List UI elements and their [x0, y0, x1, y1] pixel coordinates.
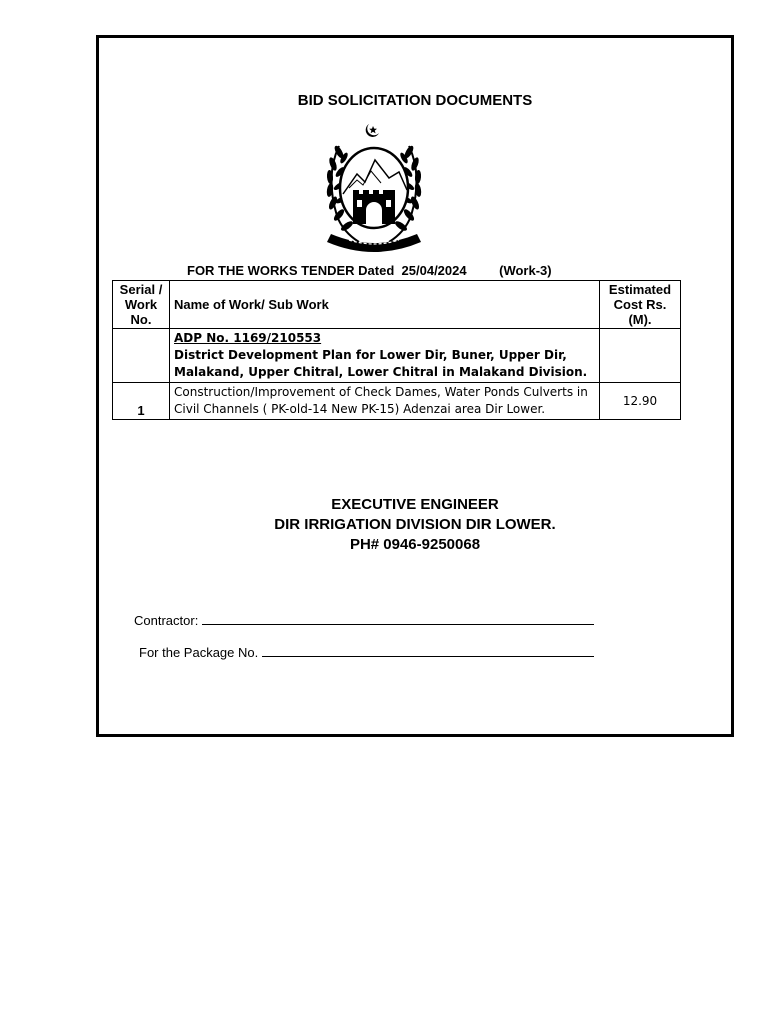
adp-cell: [170, 329, 600, 383]
package-label: For the Package No.: [139, 645, 259, 660]
engineer-phone: PH# 0946-9250068: [349, 536, 481, 553]
document-frame: [96, 35, 734, 737]
work-number: (Work-3): [499, 263, 552, 278]
tender-prefix: FOR THE WORKS TENDER Dated: [187, 263, 395, 278]
row-cost: 12.90: [600, 383, 681, 420]
government-emblem-icon: [309, 116, 439, 254]
row-serial: 1: [113, 383, 170, 420]
document-title: BID SOLICITATION DOCUMENTS: [297, 92, 533, 109]
header-name: Name of Work/ Sub Work: [170, 281, 600, 329]
works-table: [112, 280, 681, 420]
adp-row: [113, 329, 681, 383]
engineer-division: DIR IRRIGATION DIVISION DIR LOWER.: [274, 516, 556, 533]
tender-date: 25/04/2024: [401, 263, 467, 278]
table-row: [113, 383, 681, 420]
adp-description: District Development Plan for Lower Dir, Buner, Upper Dir, Malakand, Upper Chitral, Lower Chitral in Malakand Division.: [174, 348, 588, 379]
header-cost: Estimated Cost Rs. (M).: [600, 281, 681, 329]
table-header-row: [113, 281, 681, 329]
engineer-title: EXECUTIVE ENGINEER: [331, 496, 499, 513]
package-field: [139, 644, 594, 660]
adp-number: ADP No. 1169/210553: [174, 331, 322, 345]
tender-line: [187, 263, 552, 278]
contractor-blank[interactable]: [202, 612, 594, 625]
contractor-label: Contractor:: [134, 613, 199, 628]
row-name: Construction/Improvement of Check Dames, Water Ponds Culverts in Civil Channels ( PK-old-14 New PK-15) Adenzai area Dir Lower.: [170, 383, 600, 420]
header-serial: Serial / Work No.: [113, 281, 170, 329]
engineer-block: [99, 495, 731, 555]
package-blank[interactable]: [262, 644, 594, 657]
contractor-field: [134, 612, 594, 628]
